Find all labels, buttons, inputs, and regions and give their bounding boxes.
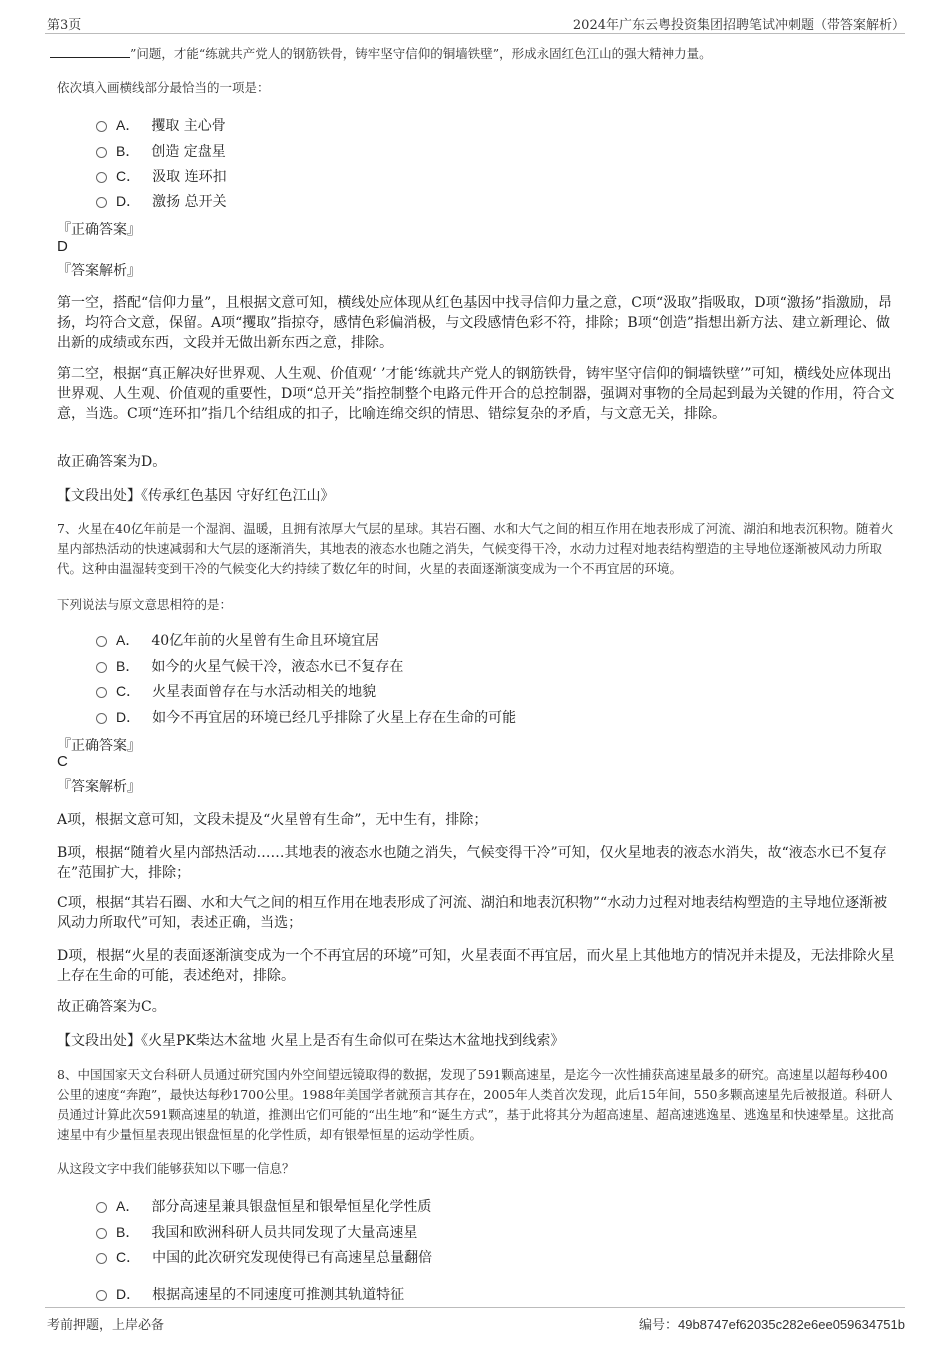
q6-option-d[interactable]: D． 激扬 总开关 xyxy=(96,191,227,211)
radio-icon[interactable] xyxy=(96,662,107,673)
radio-icon[interactable] xyxy=(96,197,107,208)
q7-option-a[interactable]: A． 40亿年前的火星曾有生命且环境宜居 xyxy=(96,630,379,650)
q7-analysis-5: 故正确答案为C。 xyxy=(57,999,166,1015)
q6-analysis-label: 『答案解析』 xyxy=(57,263,141,279)
q8-option-d[interactable]: D． 根据高速星的不同速度可推测其轨道特征 xyxy=(96,1284,404,1304)
document-title: 2024年广东云粤投资集团招聘笔试冲刺题（带答案解析） xyxy=(572,18,905,33)
radio-icon[interactable] xyxy=(96,1202,107,1213)
radio-icon[interactable] xyxy=(96,687,107,698)
radio-icon[interactable] xyxy=(96,1290,107,1301)
fill-blank xyxy=(50,45,130,58)
q6-option-a[interactable]: A． 攫取 主心骨 xyxy=(96,115,226,135)
q6-analysis-3: 故正确答案为D。 xyxy=(57,454,167,470)
q6-analysis-1: 第一空，搭配“信仰力量”，且根据文意可知，横线处应体现从红色基因中找寻信仰力量之意，C项“汲取”指吸取，D项“激扬”指激励，昂扬，均符合文意，保留。A项“攫取”指掠夺，感情色彩偏消极，与文段感情色彩不符，排除；B项“创造”指想出新方法、建立新理论、做出新的成绩或东西，文段并无做出新东西之意，排除。 xyxy=(57,295,892,351)
q7-analysis-1: A项，根据文意可知，文段未提及“火星曾有生命”，无中生有，排除； xyxy=(57,812,488,828)
q6-stem: ”问题，才能“练就共产党人的钢筋铁骨，铸牢坚守信仰的铜墙铁壁”，形成永固红色江山的强大精神力量。 xyxy=(50,44,910,64)
radio-icon[interactable] xyxy=(96,121,107,132)
footer-slogan: 考前押题，上岸必备 xyxy=(47,1318,165,1333)
q6-answer-label: 『正确答案』 xyxy=(57,222,141,238)
radio-icon[interactable] xyxy=(96,147,107,158)
q6-option-c[interactable]: C． 汲取 连环扣 xyxy=(96,166,227,186)
q8-option-c[interactable]: C． 中国的此次研究发现使得已有高速星总量翻倍 xyxy=(96,1247,432,1267)
q7-answer: C xyxy=(57,753,68,770)
q6-source: 【文段出处】《传承红色基因 守好红色江山》 xyxy=(57,488,335,504)
q7-option-c[interactable]: C． 火星表面曾存在与水活动相关的地貌 xyxy=(96,681,376,701)
q7-option-b[interactable]: B． 如今的火星气候干冷，液态水已不复存在 xyxy=(96,656,403,676)
header-divider xyxy=(45,33,905,34)
q8-option-a[interactable]: A． 部分高速星兼具银盘恒星和银晕恒星化学性质 xyxy=(96,1196,431,1216)
radio-icon[interactable] xyxy=(96,172,107,183)
document-code-value: 49b8747ef62035c282e6ee059634751b xyxy=(677,1317,905,1332)
q8-stem: 8、中国国家天文台科研人员通过研究国内外空间望远镜取得的数据，发现了591颗高速星，是迄今一次性捕获高速星最多的研究。高速星以超每秒400公里的速度“奔跑”，最快达每秒1700公里。1988年美国学者就预言其存在，2005年人类首次发现，此后15年间，550多颗高速星先后被报道。科研人员通过计算此次591颗高速星的轨道，推测出它们可能的“出生地”和“诞生方式”，基于此将其分为超高速星、超高速逃逸星、逃逸星和快速晕星。这批高速星中有少量恒星表现出银盘恒星的化学性质，却有银晕恒星的运动学性质。 xyxy=(57,1067,894,1142)
q6-answer: D xyxy=(57,238,68,255)
q7-analysis-2: B项，根据“随着火星内部热活动……其地表的液态水也随之消失，气候变得干冷”可知，仅火星地表的液态水消失，故“液态水已不复存在”范围扩大，排除； xyxy=(57,845,887,881)
q7-analysis-label: 『答案解析』 xyxy=(57,779,141,795)
q7-source: 【文段出处】《火星PK柴达木盆地 火星上是否有生命似可在柴达木盆地找到线索》 xyxy=(57,1033,565,1049)
footer-divider xyxy=(45,1307,905,1308)
document-code xyxy=(639,1314,905,1333)
q7-analysis-3: C项，根据“其岩石圈、水和大气之间的相互作用在地表形成了河流、湖泊和地表沉积物”“水动力过程对地表结构塑造的主导地位逐渐被风动力所取代”可知，表述正确，当选； xyxy=(57,895,888,931)
q7-analysis-4: D项，根据“火星的表面逐渐演变成为一个不再宜居的环境”可知，火星表面不再宜居，而火星上其他地方的情况并未提及，无法排除火星上存在生命的可能，表述绝对，排除。 xyxy=(57,948,895,984)
q7-prompt: 下列说法与原文意思相符的是： xyxy=(57,597,233,612)
radio-icon[interactable] xyxy=(96,1228,107,1239)
q8-prompt: 从这段文字中我们能够获知以下哪一信息？ xyxy=(57,1161,295,1176)
q6-prompt: 依次填入画横线部分最恰当的一项是： xyxy=(57,80,270,95)
q7-option-d[interactable]: D． 如今不再宜居的环境已经几乎排除了火星上存在生命的可能 xyxy=(96,707,516,727)
radio-icon[interactable] xyxy=(96,1253,107,1264)
radio-icon[interactable] xyxy=(96,713,107,724)
q6-option-b[interactable]: B． 创造 定盘星 xyxy=(96,141,226,161)
q7-answer-label: 『正确答案』 xyxy=(57,738,141,754)
q6-analysis-2: 第二空，根据“真正解决好世界观、人生观、价值观‘ ’才能‘练就共产党人的钢筋铁骨，铸牢坚守信仰的铜墙铁壁’”可知，横线处应体现出世界观、人生观、价值观的重要性，D项“总开关”指控制整个电路元件开合的总控制器，强调对事物的全局起到最为关键的作用，符合文意，当选。C项“连环扣”指几个结组成的扣子，比喻连绵交织的情思、错综复杂的矛盾，与文意无关，排除。 xyxy=(57,366,895,422)
q8-option-b[interactable]: B． 我国和欧洲科研人员共同发现了大量高速星 xyxy=(96,1222,417,1242)
radio-icon[interactable] xyxy=(96,636,107,647)
q7-stem: 7、火星在40亿年前是一个湿润、温暖，且拥有浓厚大气层的星球。其岩石圈、水和大气之间的相互作用在地表形成了河流、湖泊和地表沉积物。随着火星内部热活动的快速减弱和大气层的逐渐消失，其地表的液态水也随之消失，气候变得干冷，水动力过程对地表结构塑造的主导地位逐渐被风动力所取代。这种由温湿转变到干冷的气候变化大约持续了数亿年的时间，火星的表面逐渐演变成为一个不再宜居的环境。 xyxy=(57,521,894,576)
document-code-label: 编号： xyxy=(638,1318,678,1333)
page-number: 第3页 xyxy=(47,18,82,33)
